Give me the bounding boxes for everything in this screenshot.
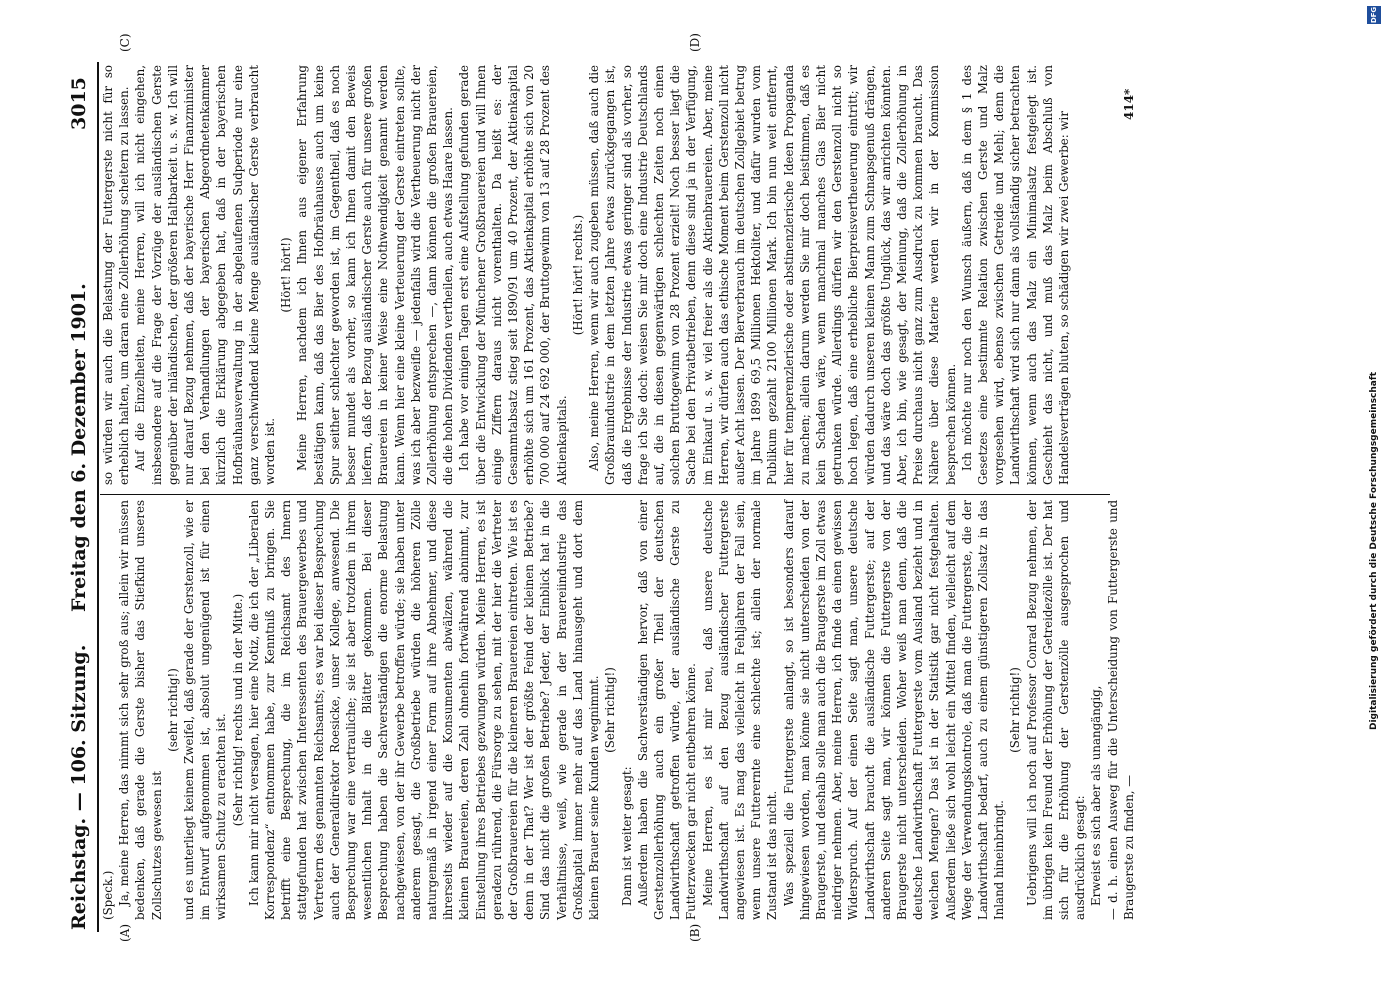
paragraph: Uebrigens will ich noch auf Professor Conrad Bezug nehmen, der im übrigen kein Freund der Erhöhung der Getreidezölle ist. Der hat sich für die Erhöhung der Gerstenzölle ausgesprochen und ausdrücklich gesagt: bbox=[1024, 500, 1088, 920]
column-divider bbox=[100, 494, 1110, 495]
header-date: Freitag den 6. Dezember 1901. bbox=[68, 283, 90, 612]
header-page-number: 3015 bbox=[68, 77, 90, 130]
paragraph: — d. h. einen Ausweg für die Unterscheidung von Futtergerste und Braugerste zu finden, — bbox=[1105, 500, 1136, 920]
header-session: Reichstag. — 106. Sitzung. bbox=[68, 644, 90, 930]
paragraph: (Hört! hört!) bbox=[279, 237, 294, 313]
paragraph: Meine Herren, es ist mir neu, daß unsere deutsche Landwirthschaft auf den Bezug ausländischer Futtergerste angewiesen ist. Es mag das vielleicht in Fehljahren der Fall sein, wenn unsere Futterernte eine schlechte ist; allein der normale Zustand ist das nicht. bbox=[700, 500, 780, 920]
paragraph: (Speck.) bbox=[101, 870, 115, 920]
margin-marker-a: (A) bbox=[118, 923, 132, 942]
paragraph: Also, meine Herren, wenn wir auch zugeben müssen, daß auch die Großbrauindustrie in dem letzten Jahre etwas zurückgegangen ist, daß die Ergebnisse der Industrie etwas geringer sind als vorher, so frage ich Sie doch: weisen Sie mir doch eine Industrie Deutschlands auf, die in diesen gegenwärtigen schlechten Zeiten noch einen solchen Bruttogewinn von 28 Prozent erzielt! Noch besser liegt die Sache bei den Privatbetrieben, denn diese sind ja in der Verfügung, im Einkauf u. s. w. viel freier als die Aktienbrauereien. Aber, meine Herren, wir dürfen auch das ethische Moment beim Gerstenzoll nicht außer Acht lassen. Der Bierverbrauch im deutschen Zollgebiet betrug im Jahre 1899 69,5 Millionen Hektoliter, und dafür wurden vom Publikum gezahlt 2100 Millionen Mark. Ich bin nun weit entfernt, hier für temperenzlerische oder abstinenzlerische Ideen Propaganda zu machen; allein darum werden Sie mir doch beistimmen, daß es kein Schaden wäre, wenn manchmal manches Glas Bier nicht getrunken würde. Allerdings dürfen wir den Gerstenzoll nicht so hoch legen, daß eine erhebliche Bierpreisvertheuerung eintritt; wir würden dadurch unseren kleinen Mann zum Schnapsgenuß drängen, und das wäre doch das größte Unglück, das wir anrichten könnten. Aber, ich bin, wie gesagt, der Meinung, daß die Zollerhöhung in Preise durchaus nicht ganz zum Ausdruck zu kommen braucht. Das Nähere über diese Materie werden wir in der Kommission besprechen können. bbox=[587, 65, 958, 485]
paragraph: (Sehr richtig! rechts und in der Mitte.) bbox=[230, 593, 245, 827]
paragraph: (Sehr richtig!) bbox=[1008, 667, 1023, 753]
right-text-column bbox=[100, 65, 1120, 485]
margin-marker-c: (C) bbox=[118, 33, 132, 52]
paragraph: und es unterliegt keinem Zweifel, daß gerade der Gerstenzoll, wie er im Entwurf aufgenommen ist, absolut ungenügend ist für einen wirksamen Schutz zu erachten ist. bbox=[182, 500, 229, 920]
paragraph: Ich habe vor einigen Tagen erst eine Aufstellung gefunden gerade über die Entwicklung der Münchener Großbrauereien und will Ihnen einige Ziffern daraus nicht vorenthalten. Da heißt es: der Gesammtabsatz stieg seit 1890/91 um 40 Prozent, der Aktienkapital erhöhte sich um 161 Prozent, das Aktienkapital erhöhte sich von 20 700 000 auf 24 692 000, der Bruttogewinn von 13 auf 28 Prozent des Aktienkapitals. bbox=[457, 65, 569, 485]
dfg-logo bbox=[1367, 6, 1381, 24]
signature-mark: 414* bbox=[1122, 88, 1136, 120]
side-notice-text: Digitalisierung gefördert durch die Deutsche Forschungsgemeinschaft bbox=[1369, 371, 1379, 730]
paragraph: Meine Herren, nachdem ich Ihnen aus eigener Erfahrung bestätigen kann, daß das Bier des Hofbräuhauses auch um keine Spur seither schlechter geworden ist, im Gegentheil, daß es noch besser mundet als vorher, so kann ich Ihnen damit den Beweis liefern, daß der Bezug ausländischer Gerste auch für unsere großen Brauereien in keiner Weise eine Nothwendigkeit genannt werden kann. Wenn hier eine kleine Verteuerung der Gerste eintreten sollte, was ich aber bezweifle — jedenfalls wird die Vertheuerung nicht der Zollerhöhung entsprechen —, dann können die großen Brauereien, die die hohen Dividenden vertheilen, auch etwas Haare lassen. bbox=[295, 65, 456, 485]
paragraph: Ich möchte nur noch den Wunsch äußern, daß in dem § 1 des Gesetzes eine bestimmte Relation zwischen Gerste und Malz vorgesehen wird, ebenso zwischen Getreide und Mehl; denn die Landwirthschaft wird sich nur dann als vollständig sicher betrachten können, wenn auch das Malz ein Minimalsatz festgelegt ist. Geschieht das nicht, und muß das Malz beim Abschluß von Handelsverträgen bluten, so schädigen wir zwei Gewerbe: wir bbox=[959, 65, 1071, 485]
paragraph: Außerdem haben die Sachverständigen hervor, daß von einer Gerstenzollerhöhung auch ein großer Theil der deutschen Landwirthschaft getroffen würde, der ausländische Gerste zu Futterzwecken gar nicht entbehren könne. bbox=[635, 500, 699, 920]
paragraph: Was speziell die Futtergerste anlangt, so ist besonders darauf hingewiesen worden, man könne sie nicht unterscheiden von der Braugerste, und deshalb solle man auch die Braugerste im Zoll etwas niedriger nehmen. Aber, meine Herren, ich finde da einen gewissen Widerspruch. Auf der einen Seite sagt man, unsere deutsche Landwirthschaft braucht die ausländische Futtergerste; auf der anderen Seite sagt man, wir können die Futtergerste von der Braugerste nicht unterscheiden. Woher weiß man denn, daß die deutsche Landwirthschaft Futtergerste vom Ausland bezieht und in welchen Mengen? Das ist in der Statistik gar nicht festgehalten. Außerdem ließe sich wohl leicht ein Mittel finden, vielleicht auf dem Wege der Verwendungskontrole, daß man die Futtergerste, die der Landwirthschaft bedarf, auch zu einem günstigeren Zollsatz in das Inland hineinbringt. bbox=[781, 500, 1007, 920]
margin-marker-d: (D) bbox=[688, 33, 702, 52]
left-text-column bbox=[100, 500, 1136, 920]
paragraph: Erweist es sich aber als unangängig, bbox=[1089, 685, 1104, 906]
margin-marker-b: (B) bbox=[688, 923, 702, 942]
paragraph: (Hört! hört! rechts.) bbox=[570, 214, 585, 336]
paragraph: (sehr richtig!) bbox=[165, 668, 180, 752]
header-rule bbox=[97, 62, 99, 932]
paragraph: Ja, meine Herren, das nimmt sich sehr groß aus; allein wir müssen bedenken, daß gerade die Gerste bisher das Stiefkind unseres Zollschutzes gewesen ist bbox=[117, 500, 164, 920]
paragraph: so würden wir auch die Belastung der Futtergerste nicht für so erheblich halten, um daran eine Zollerhöhung scheitern zu lassen. bbox=[101, 65, 132, 485]
paragraph: Dann ist weiter gesagt: bbox=[619, 766, 634, 906]
paragraph: Auf die Einzelheiten, meine Herren, will ich nicht eingehen, insbesondere auf die Frage der Vorzüge der ausländischen Gerste gegenüber der inländischen, der größeren Haltbarkeit u. s. w. Ich will nur darauf Bezug nehmen, daß der bayerische Herr Finanzminister bei den Verhandlungen der bayerischen Abgeordnetenkammer kürzlich die Erklärung abgegeben hat, daß in der bayerischen Hofbräuhausverwaltung in der abgelaufenen Sudperiode nur eine ganz verschwindend kleine Menge ausländischer Gerste verbraucht worden ist. bbox=[133, 65, 278, 485]
side-notice bbox=[1366, 30, 1382, 730]
dfg-logo-text: DFG bbox=[1370, 6, 1378, 24]
paragraph: Ich kann mir nicht versagen, hier eine Notiz, die ich der „Liberalen Korrespondenz“ entnommen habe, zur Kenntniß zu bringen. Sie betrifft eine Besprechung, die im Reichsamt des Innern stattgefunden hat zwischen Interessenten des Brauergewerbes und Vertretern des genannten Reichsamts; es war bei dieser Besprechung auch der Generaldirektor Roesicke, unser Kollege, anwesend. Die Besprechung war eine vertrauliche; sie ist aber trotzdem in ihrem wesentlichen Inhalt in die Blätter gekommen. Bei dieser Besprechung haben die Sachverständigen die enorme Belastung nachgewiesen, von der ihr Gewerbe betroffen würde; sie haben unter anderem gesagt, die Großbetriebe würden die höheren Zölle naturgemäß in irgend einer Form auf ihre Abnehmer, und diese ihrerseits wieder auf die Konsumenten abwälzen, während die kleinen Brauereien, deren Zahl ohnehin fortwährend abnimmt, zur Einstellung ihres Betriebes gezwungen würden. Meine Herren, es ist geradezu rührend, die Fürsorge zu sehen, mit der hier die Vertreter der Großbrauereien für die kleineren Brauereien eintreten. Wie ist es denn in der That? Wer ist der größte Feind der kleinen Betriebe? Sind das nicht die großen Betriebe? Jeder, der Einblick hat in die Verhältnisse, weiß, wie gerade in der Brauereiindustrie das Großkapital immer mehr auf das Land hinausgeht und dort dem kleinen Brauer seine Kunden wegnimmt. bbox=[246, 500, 602, 920]
paragraph: (Sehr richtig!) bbox=[603, 667, 618, 753]
